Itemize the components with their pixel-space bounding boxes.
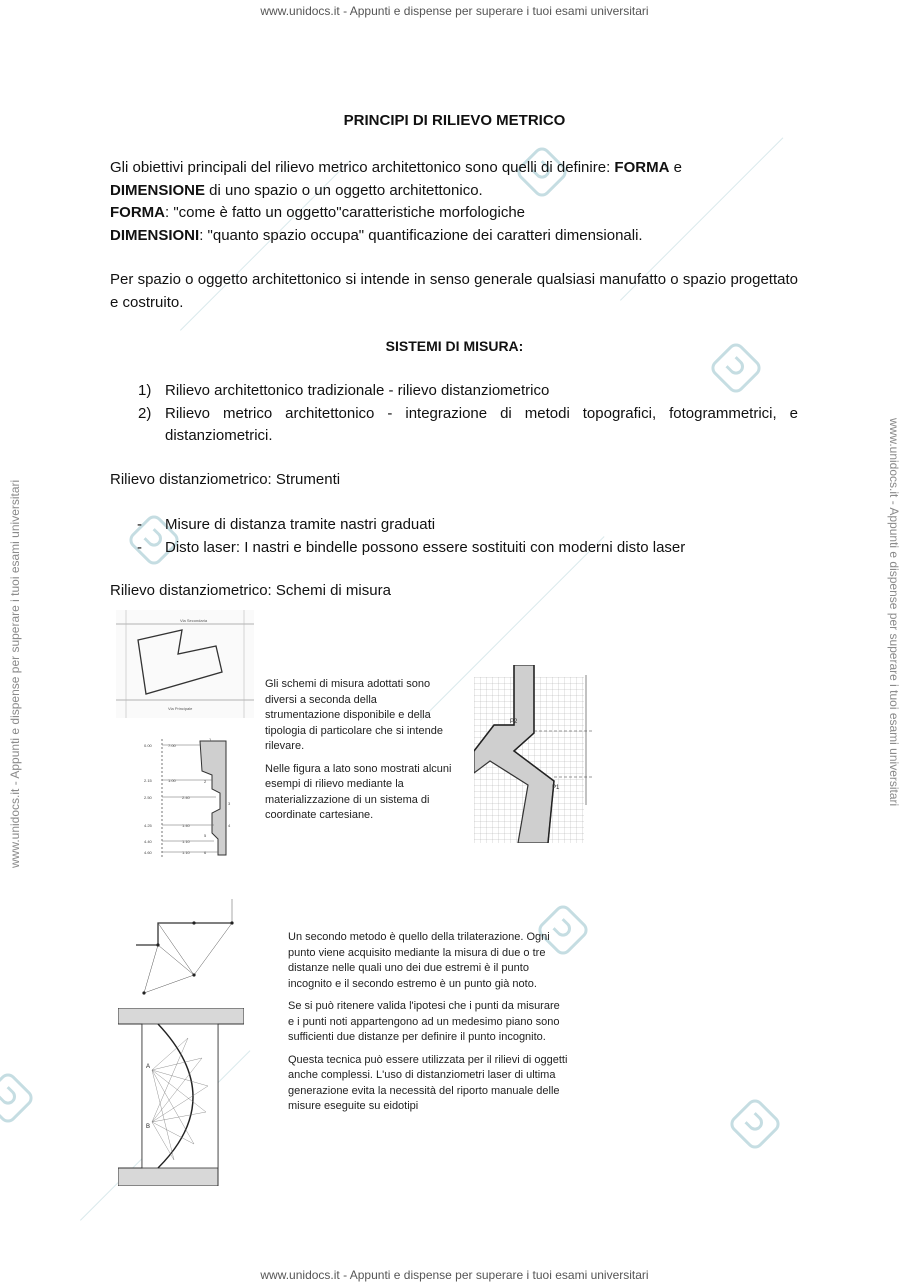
strumenti-label: Rilievo distanziometrico: Strumenti xyxy=(110,471,341,488)
list-text: Rilievo architettonico tradizionale - rilievo distanziometrico xyxy=(165,382,550,399)
list-text: Rilievo metrico architettonico - integrazione di metodi topografici, fotogrammetrici, e distanziometrici. xyxy=(165,404,798,444)
spazio-paragraph: Per spazio o oggetto architettonico si intende in senso generale qualsiasi manufatto o spazio progettato e costruito. xyxy=(110,271,798,311)
dimensioni-definition xyxy=(110,225,798,248)
forma-definition xyxy=(110,202,798,225)
dimensioni-label: DIMENSIONI xyxy=(110,227,200,244)
side-text-right: www.unidocs.it - Appunti e dispense per superare i tuoi esami universitari xyxy=(887,418,901,807)
figure-1-caption xyxy=(265,677,455,831)
measure-value: 4.60 xyxy=(144,850,152,855)
intro-text: Gli obiettivi principali del rilievo metrico architettonico sono quelli di definire: xyxy=(110,159,615,176)
sistemi-list xyxy=(110,380,798,448)
point-index: 2 xyxy=(204,779,207,784)
point-index: 5 xyxy=(204,833,207,838)
measure-value: 0.00 xyxy=(144,743,152,748)
list-item xyxy=(110,380,798,403)
measure-value: 2.40 xyxy=(182,795,190,800)
list-dash: - xyxy=(137,516,142,533)
caption-paragraph: Un secondo metodo è quello della trilaterazione. Ogni punto viene acquisito mediante la misura di due o tre distanze nelle quali uno dei due estremi è il punto incognito e il secondo estremo è un punto già noto. xyxy=(288,931,550,990)
page-header[interactable]: www.unidocs.it - Appunti e dispense per superare i tuoi esami universitari xyxy=(260,4,649,18)
point-index: 4 xyxy=(228,823,231,828)
building-footprint-sketch xyxy=(116,610,254,718)
unidocs-logo-icon xyxy=(727,1096,784,1153)
unidocs-logo-icon xyxy=(0,1070,36,1127)
street-label-top: Via Secondaria xyxy=(180,618,208,623)
intro-conj: e xyxy=(669,159,682,176)
strumenti-list xyxy=(110,514,798,559)
measure-value: 7.00 xyxy=(168,743,176,748)
street-label-bottom: Via Principale xyxy=(168,706,193,711)
point-label-b: B xyxy=(146,1124,151,1130)
caption-paragraph: Nelle figura a lato sono mostrati alcuni esempi di rilievo mediante la materializzazione di un sistema di coordinate cartesiane. xyxy=(265,762,452,821)
measure-value: 2.50 xyxy=(144,795,152,800)
dimensione-bold: DIMENSIONE xyxy=(110,181,206,199)
caption-paragraph: Se si può ritenere valida l'ipotesi che i punti da misurare e i punti noti appartengono ad un medesimo piano sono sufficienti due distanze per definire il punto incognito. xyxy=(288,1000,560,1043)
list-number: 1) xyxy=(138,382,152,399)
list-item xyxy=(110,514,798,537)
caption-paragraph: Questa tecnica può essere utilizzata per il rilievi di oggetti anche complessi. L'uso di distanziometri laser di ultima generazione evita la necessità del riporto manuale delle misure eseguite su eidotipi xyxy=(288,1053,568,1112)
wall-junction-grid-sketch xyxy=(474,665,592,843)
list-dash: - xyxy=(137,538,142,556)
list-text: Disto laser: I nastri e bindelle possono essere sostituiti con moderni disto laser xyxy=(165,538,686,556)
point-index: 1 xyxy=(209,737,212,742)
list-item xyxy=(110,537,798,560)
schemi-label: Rilievo distanziometrico: Schemi di misura xyxy=(110,582,391,599)
point-index: 6 xyxy=(204,850,207,855)
measure-value: 1.10 xyxy=(182,839,190,844)
measure-value: 1.40 xyxy=(182,823,190,828)
point-index: 3 xyxy=(228,801,231,806)
measure-value: 4.40 xyxy=(144,839,152,844)
sistemi-title: SISTEMI DI MISURA: xyxy=(385,338,524,354)
intro-text-end: di uno spazio o un oggetto architettonico. xyxy=(205,181,483,199)
list-item xyxy=(110,403,798,448)
list-number: 2) xyxy=(138,404,152,422)
measure-value: 4.25 xyxy=(144,823,152,828)
point-label-a: A xyxy=(146,1064,151,1070)
profile-measure-sketch xyxy=(142,735,240,859)
point-label-p1: P1 xyxy=(552,785,560,791)
forma-label: FORMA xyxy=(110,204,165,221)
list-text: Misure di distanza tramite nastri graduati xyxy=(165,516,436,533)
page-title: PRINCIPI DI RILIEVO METRICO xyxy=(343,112,566,129)
side-text-left: www.unidocs.it - Appunti e dispense per superare i tuoi esami universitari xyxy=(8,479,22,868)
forma-bold: FORMA xyxy=(614,159,670,176)
intro-paragraph xyxy=(110,157,798,202)
forma-text: : "come è fatto un oggetto"caratteristiche morfologiche xyxy=(165,204,526,221)
dimensioni-text: : "quanto spazio occupa" quantificazione dei caratteri dimensionali. xyxy=(199,227,643,244)
point-label-p2: P2 xyxy=(510,719,518,725)
trilateration-room-sketch xyxy=(118,1008,244,1186)
page-footer[interactable]: www.unidocs.it - Appunti e dispense per superare i tuoi esami universitari xyxy=(260,1268,649,1282)
caption-paragraph: Gli schemi di misura adottati sono diversi a seconda della strumentazione disponibile e della tipologia di particolare che si intende rilevare. xyxy=(265,678,443,752)
measure-value: 1.10 xyxy=(182,850,190,855)
measure-value: 1.00 xyxy=(168,778,176,783)
measure-value: 2.15 xyxy=(144,778,152,783)
figure-2-caption xyxy=(288,930,568,1122)
trilateration-small-sketch xyxy=(134,893,236,995)
